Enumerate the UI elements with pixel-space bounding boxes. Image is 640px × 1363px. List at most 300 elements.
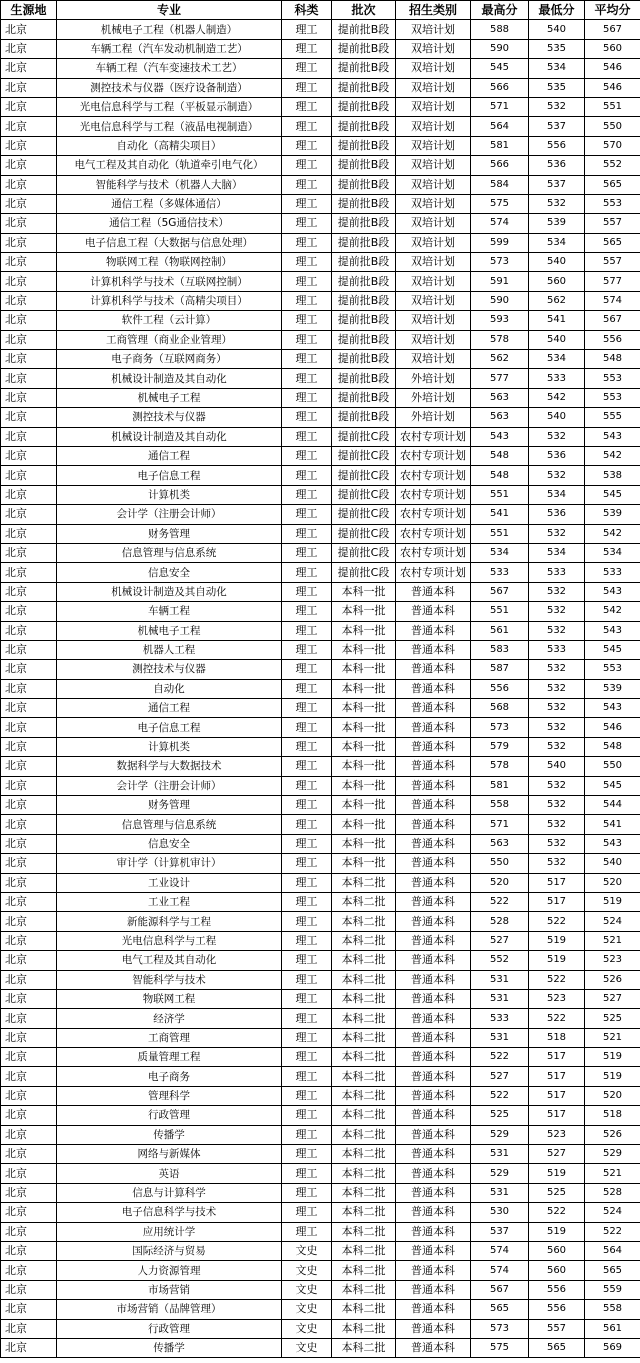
avg-score-cell: 569: [585, 1338, 640, 1357]
min-score-cell: 540: [529, 757, 585, 776]
enrollment-type-cell: 双培计划: [396, 59, 471, 78]
origin-cell: 北京: [1, 233, 57, 252]
subject-type-cell: 理工: [282, 873, 332, 892]
table-row: [1, 1242, 640, 1261]
max-score-cell: 562: [471, 350, 529, 369]
batch-cell: 提前批B段: [332, 97, 396, 116]
subject-type-cell: 理工: [282, 621, 332, 640]
min-score-cell: 534: [529, 350, 585, 369]
max-score-cell: 571: [471, 97, 529, 116]
subject-type-cell: 文史: [282, 1300, 332, 1319]
header-origin: 生源地: [1, 1, 57, 20]
avg-score-cell: 553: [585, 194, 640, 213]
batch-cell: 本科二批: [332, 1164, 396, 1183]
avg-score-cell: 543: [585, 834, 640, 853]
origin-cell: 北京: [1, 485, 57, 504]
max-score-cell: 573: [471, 718, 529, 737]
origin-cell: 北京: [1, 1338, 57, 1357]
max-score-cell: 528: [471, 912, 529, 931]
header-row: [1, 1, 640, 20]
subject-type-cell: 理工: [282, 427, 332, 446]
table-row: [1, 1009, 640, 1028]
max-score-cell: 533: [471, 1009, 529, 1028]
batch-cell: 提前批C段: [332, 446, 396, 465]
enrollment-type-cell: 双培计划: [396, 20, 471, 39]
subject-type-cell: 理工: [282, 815, 332, 834]
table-row: [1, 369, 640, 388]
enrollment-type-cell: 普通本科: [396, 1145, 471, 1164]
batch-cell: 提前批B段: [332, 330, 396, 349]
origin-cell: 北京: [1, 291, 57, 310]
major-cell: 机械设计制造及其自动化: [57, 369, 282, 388]
max-score-cell: 527: [471, 931, 529, 950]
subject-type-cell: 理工: [282, 1145, 332, 1164]
batch-cell: 提前批C段: [332, 563, 396, 582]
max-score-cell: 574: [471, 1242, 529, 1261]
min-score-cell: 517: [529, 1106, 585, 1125]
origin-cell: 北京: [1, 311, 57, 330]
avg-score-cell: 545: [585, 485, 640, 504]
min-score-cell: 532: [529, 718, 585, 737]
min-score-cell: 540: [529, 20, 585, 39]
min-score-cell: 532: [529, 602, 585, 621]
origin-cell: 北京: [1, 1222, 57, 1241]
min-score-cell: 541: [529, 311, 585, 330]
avg-score-cell: 553: [585, 388, 640, 407]
avg-score-cell: 560: [585, 39, 640, 58]
subject-type-cell: 理工: [282, 485, 332, 504]
origin-cell: 北京: [1, 718, 57, 737]
avg-score-cell: 518: [585, 1106, 640, 1125]
batch-cell: 本科一批: [332, 776, 396, 795]
subject-type-cell: 理工: [282, 796, 332, 815]
table-row: [1, 931, 640, 950]
subject-type-cell: 理工: [282, 718, 332, 737]
subject-type-cell: 理工: [282, 59, 332, 78]
subject-type-cell: 理工: [282, 679, 332, 698]
max-score-cell: 529: [471, 1125, 529, 1144]
enrollment-type-cell: 外培计划: [396, 388, 471, 407]
enrollment-type-cell: 普通本科: [396, 621, 471, 640]
max-score-cell: 520: [471, 873, 529, 892]
table-row: [1, 272, 640, 291]
enrollment-type-cell: 普通本科: [396, 834, 471, 853]
origin-cell: 北京: [1, 350, 57, 369]
batch-cell: 提前批B段: [332, 136, 396, 155]
min-score-cell: 532: [529, 621, 585, 640]
enrollment-type-cell: 普通本科: [396, 660, 471, 679]
table-row: [1, 1261, 640, 1280]
min-score-cell: 537: [529, 117, 585, 136]
table-row: [1, 350, 640, 369]
batch-cell: 本科一批: [332, 854, 396, 873]
table-row: [1, 1319, 640, 1338]
major-cell: 车辆工程（汽车发动机制造工艺）: [57, 39, 282, 58]
batch-cell: 提前批C段: [332, 427, 396, 446]
table-row: [1, 912, 640, 931]
subject-type-cell: 理工: [282, 1203, 332, 1222]
batch-cell: 提前批B段: [332, 350, 396, 369]
avg-score-cell: 559: [585, 1280, 640, 1299]
table-row: [1, 1125, 640, 1144]
origin-cell: 北京: [1, 78, 57, 97]
avg-score-cell: 525: [585, 1009, 640, 1028]
origin-cell: 北京: [1, 388, 57, 407]
min-score-cell: 560: [529, 1242, 585, 1261]
origin-cell: 北京: [1, 660, 57, 679]
enrollment-type-cell: 外培计划: [396, 408, 471, 427]
max-score-cell: 578: [471, 757, 529, 776]
major-cell: 电子信息科学与技术: [57, 1203, 282, 1222]
min-score-cell: 537: [529, 175, 585, 194]
avg-score-cell: 521: [585, 1028, 640, 1047]
major-cell: 电子信息工程: [57, 466, 282, 485]
major-cell: 电子信息工程（大数据与信息处理）: [57, 233, 282, 252]
enrollment-type-cell: 普通本科: [396, 989, 471, 1008]
origin-cell: 北京: [1, 621, 57, 640]
subject-type-cell: 理工: [282, 253, 332, 272]
avg-score-cell: 545: [585, 640, 640, 659]
enrollment-type-cell: 双培计划: [396, 350, 471, 369]
enrollment-type-cell: 双培计划: [396, 78, 471, 97]
enrollment-type-cell: 双培计划: [396, 175, 471, 194]
avg-score-cell: 540: [585, 854, 640, 873]
table-row: [1, 699, 640, 718]
subject-type-cell: 理工: [282, 970, 332, 989]
min-score-cell: 556: [529, 136, 585, 155]
min-score-cell: 542: [529, 388, 585, 407]
avg-score-cell: 524: [585, 912, 640, 931]
batch-cell: 本科二批: [332, 1145, 396, 1164]
subject-type-cell: 理工: [282, 776, 332, 795]
subject-type-cell: 理工: [282, 272, 332, 291]
min-score-cell: 522: [529, 1203, 585, 1222]
origin-cell: 北京: [1, 117, 57, 136]
avg-score-cell: 557: [585, 253, 640, 272]
major-cell: 物联网工程（物联网控制）: [57, 253, 282, 272]
origin-cell: 北京: [1, 446, 57, 465]
batch-cell: 本科二批: [332, 1300, 396, 1319]
enrollment-type-cell: 普通本科: [396, 757, 471, 776]
table-row: [1, 834, 640, 853]
subject-type-cell: 理工: [282, 1125, 332, 1144]
enrollment-type-cell: 普通本科: [396, 815, 471, 834]
origin-cell: 北京: [1, 1261, 57, 1280]
enrollment-type-cell: 普通本科: [396, 1300, 471, 1319]
avg-score-cell: 519: [585, 1067, 640, 1086]
origin-cell: 北京: [1, 1086, 57, 1105]
table-row: [1, 1203, 640, 1222]
min-score-cell: 532: [529, 834, 585, 853]
table-row: [1, 718, 640, 737]
batch-cell: 提前批B段: [332, 20, 396, 39]
major-cell: 机械设计制造及其自动化: [57, 582, 282, 601]
batch-cell: 本科二批: [332, 1203, 396, 1222]
major-cell: 通信工程: [57, 446, 282, 465]
major-cell: 信息管理与信息系统: [57, 543, 282, 562]
avg-score-cell: 528: [585, 1183, 640, 1202]
min-score-cell: 519: [529, 1222, 585, 1241]
origin-cell: 北京: [1, 59, 57, 78]
table-row: [1, 543, 640, 562]
major-cell: 测控技术与仪器: [57, 408, 282, 427]
subject-type-cell: 理工: [282, 369, 332, 388]
batch-cell: 提前批B段: [332, 39, 396, 58]
major-cell: 国际经济与贸易: [57, 1242, 282, 1261]
max-score-cell: 563: [471, 408, 529, 427]
max-score-cell: 565: [471, 1300, 529, 1319]
batch-cell: 本科二批: [332, 1261, 396, 1280]
avg-score-cell: 542: [585, 524, 640, 543]
batch-cell: 本科一批: [332, 699, 396, 718]
avg-score-cell: 545: [585, 776, 640, 795]
batch-cell: 本科一批: [332, 834, 396, 853]
batch-cell: 提前批B段: [332, 59, 396, 78]
subject-type-cell: 理工: [282, 117, 332, 136]
subject-type-cell: 理工: [282, 1086, 332, 1105]
min-score-cell: 562: [529, 291, 585, 310]
major-cell: 质量管理工程: [57, 1048, 282, 1067]
min-score-cell: 523: [529, 1125, 585, 1144]
origin-cell: 北京: [1, 136, 57, 155]
enrollment-type-cell: 农村专项计划: [396, 524, 471, 543]
batch-cell: 本科一批: [332, 796, 396, 815]
avg-score-cell: 546: [585, 718, 640, 737]
table-row: [1, 1028, 640, 1047]
origin-cell: 北京: [1, 873, 57, 892]
max-score-cell: 584: [471, 175, 529, 194]
major-cell: 财务管理: [57, 524, 282, 543]
enrollment-type-cell: 普通本科: [396, 970, 471, 989]
min-score-cell: 532: [529, 524, 585, 543]
origin-cell: 北京: [1, 1183, 57, 1202]
max-score-cell: 522: [471, 1086, 529, 1105]
batch-cell: 本科一批: [332, 815, 396, 834]
major-cell: 机器人工程: [57, 640, 282, 659]
avg-score-cell: 565: [585, 175, 640, 194]
enrollment-type-cell: 双培计划: [396, 311, 471, 330]
min-score-cell: 533: [529, 563, 585, 582]
subject-type-cell: 文史: [282, 1319, 332, 1338]
table-row: [1, 815, 640, 834]
table-row: [1, 737, 640, 756]
max-score-cell: 587: [471, 660, 529, 679]
origin-cell: 北京: [1, 892, 57, 911]
major-cell: 财务管理: [57, 796, 282, 815]
enrollment-type-cell: 普通本科: [396, 1086, 471, 1105]
enrollment-type-cell: 普通本科: [396, 737, 471, 756]
subject-type-cell: 理工: [282, 214, 332, 233]
batch-cell: 本科一批: [332, 602, 396, 621]
max-score-cell: 574: [471, 1261, 529, 1280]
max-score-cell: 537: [471, 1222, 529, 1241]
table-row: [1, 311, 640, 330]
avg-score-cell: 546: [585, 78, 640, 97]
origin-cell: 北京: [1, 1106, 57, 1125]
min-score-cell: 535: [529, 39, 585, 58]
major-cell: 电气工程及其自动化（轨道牵引电气化）: [57, 156, 282, 175]
batch-cell: 提前批B段: [332, 408, 396, 427]
avg-score-cell: 533: [585, 563, 640, 582]
enrollment-type-cell: 双培计划: [396, 156, 471, 175]
batch-cell: 本科二批: [332, 1067, 396, 1086]
enrollment-type-cell: 普通本科: [396, 796, 471, 815]
origin-cell: 北京: [1, 97, 57, 116]
table-row: [1, 757, 640, 776]
max-score-cell: 579: [471, 737, 529, 756]
max-score-cell: 543: [471, 427, 529, 446]
subject-type-cell: 理工: [282, 524, 332, 543]
max-score-cell: 552: [471, 951, 529, 970]
subject-type-cell: 理工: [282, 1106, 332, 1125]
batch-cell: 本科二批: [332, 892, 396, 911]
max-score-cell: 566: [471, 156, 529, 175]
header-enrollment-type: 招生类别: [396, 1, 471, 20]
table-row: [1, 466, 640, 485]
min-score-cell: 536: [529, 446, 585, 465]
subject-type-cell: 文史: [282, 1338, 332, 1357]
batch-cell: 提前批C段: [332, 466, 396, 485]
subject-type-cell: 理工: [282, 1067, 332, 1086]
subject-type-cell: 理工: [282, 1028, 332, 1047]
max-score-cell: 534: [471, 543, 529, 562]
enrollment-type-cell: 普通本科: [396, 699, 471, 718]
batch-cell: 本科一批: [332, 640, 396, 659]
min-score-cell: 532: [529, 815, 585, 834]
max-score-cell: 573: [471, 1319, 529, 1338]
enrollment-type-cell: 普通本科: [396, 1164, 471, 1183]
min-score-cell: 536: [529, 156, 585, 175]
major-cell: 审计学（计算机审计）: [57, 854, 282, 873]
min-score-cell: 534: [529, 59, 585, 78]
major-cell: 计算机类: [57, 485, 282, 504]
avg-score-cell: 521: [585, 1164, 640, 1183]
max-score-cell: 522: [471, 1048, 529, 1067]
subject-type-cell: 理工: [282, 505, 332, 524]
max-score-cell: 583: [471, 640, 529, 659]
subject-type-cell: 理工: [282, 892, 332, 911]
max-score-cell: 551: [471, 602, 529, 621]
table-row: [1, 194, 640, 213]
table-row: [1, 1086, 640, 1105]
major-cell: 通信工程: [57, 699, 282, 718]
major-cell: 传播学: [57, 1338, 282, 1357]
max-score-cell: 531: [471, 1183, 529, 1202]
origin-cell: 北京: [1, 427, 57, 446]
origin-cell: 北京: [1, 369, 57, 388]
enrollment-type-cell: 普通本科: [396, 873, 471, 892]
major-cell: 光电信息科学与工程: [57, 931, 282, 950]
subject-type-cell: 理工: [282, 311, 332, 330]
enrollment-type-cell: 普通本科: [396, 1261, 471, 1280]
max-score-cell: 531: [471, 970, 529, 989]
max-score-cell: 574: [471, 214, 529, 233]
enrollment-type-cell: 普通本科: [396, 776, 471, 795]
header-min-score: 最低分: [529, 1, 585, 20]
batch-cell: 提前批B段: [332, 156, 396, 175]
origin-cell: 北京: [1, 970, 57, 989]
table-row: [1, 446, 640, 465]
origin-cell: 北京: [1, 1319, 57, 1338]
max-score-cell: 581: [471, 776, 529, 795]
major-cell: 智能科学与技术（机器人大脑）: [57, 175, 282, 194]
subject-type-cell: 理工: [282, 563, 332, 582]
min-score-cell: 532: [529, 854, 585, 873]
batch-cell: 本科二批: [332, 1028, 396, 1047]
min-score-cell: 517: [529, 1067, 585, 1086]
min-score-cell: 534: [529, 543, 585, 562]
major-cell: 英语: [57, 1164, 282, 1183]
enrollment-type-cell: 普通本科: [396, 1319, 471, 1338]
table-row: [1, 1183, 640, 1202]
major-cell: 机械电子工程（机器人制造）: [57, 20, 282, 39]
table-row: [1, 291, 640, 310]
min-score-cell: 532: [529, 679, 585, 698]
major-cell: 信息安全: [57, 834, 282, 853]
batch-cell: 本科二批: [332, 970, 396, 989]
subject-type-cell: 理工: [282, 699, 332, 718]
table-row: [1, 1067, 640, 1086]
table-row: [1, 78, 640, 97]
min-score-cell: 536: [529, 505, 585, 524]
enrollment-type-cell: 普通本科: [396, 1028, 471, 1047]
max-score-cell: 556: [471, 679, 529, 698]
table-row: [1, 524, 640, 543]
batch-cell: 本科二批: [332, 1106, 396, 1125]
min-score-cell: 522: [529, 1009, 585, 1028]
enrollment-type-cell: 普通本科: [396, 1203, 471, 1222]
min-score-cell: 534: [529, 485, 585, 504]
batch-cell: 提前批B段: [332, 369, 396, 388]
max-score-cell: 529: [471, 1164, 529, 1183]
table-row: [1, 582, 640, 601]
table-row: [1, 970, 640, 989]
subject-type-cell: 理工: [282, 408, 332, 427]
max-score-cell: 558: [471, 796, 529, 815]
major-cell: 计算机科学与技术（互联网控制）: [57, 272, 282, 291]
subject-type-cell: 理工: [282, 1183, 332, 1202]
major-cell: 计算机科学与技术（高精尖项目）: [57, 291, 282, 310]
subject-type-cell: 理工: [282, 175, 332, 194]
table-row: [1, 1048, 640, 1067]
origin-cell: 北京: [1, 543, 57, 562]
avg-score-cell: 526: [585, 1125, 640, 1144]
batch-cell: 本科二批: [332, 912, 396, 931]
subject-type-cell: 理工: [282, 931, 332, 950]
major-cell: 智能科学与技术: [57, 970, 282, 989]
enrollment-type-cell: 普通本科: [396, 1106, 471, 1125]
origin-cell: 北京: [1, 156, 57, 175]
major-cell: 数据科学与大数据技术: [57, 757, 282, 776]
enrollment-type-cell: 普通本科: [396, 679, 471, 698]
major-cell: 电子信息工程: [57, 718, 282, 737]
max-score-cell: 527: [471, 1067, 529, 1086]
batch-cell: 提前批B段: [332, 214, 396, 233]
batch-cell: 本科二批: [332, 1319, 396, 1338]
enrollment-type-cell: 普通本科: [396, 1222, 471, 1241]
table-row: [1, 951, 640, 970]
table-row: [1, 156, 640, 175]
max-score-cell: 571: [471, 815, 529, 834]
table-row: [1, 854, 640, 873]
major-cell: 经济学: [57, 1009, 282, 1028]
origin-cell: 北京: [1, 1125, 57, 1144]
avg-score-cell: 542: [585, 446, 640, 465]
subject-type-cell: 理工: [282, 446, 332, 465]
avg-score-cell: 529: [585, 1145, 640, 1164]
origin-cell: 北京: [1, 1164, 57, 1183]
avg-score-cell: 557: [585, 214, 640, 233]
